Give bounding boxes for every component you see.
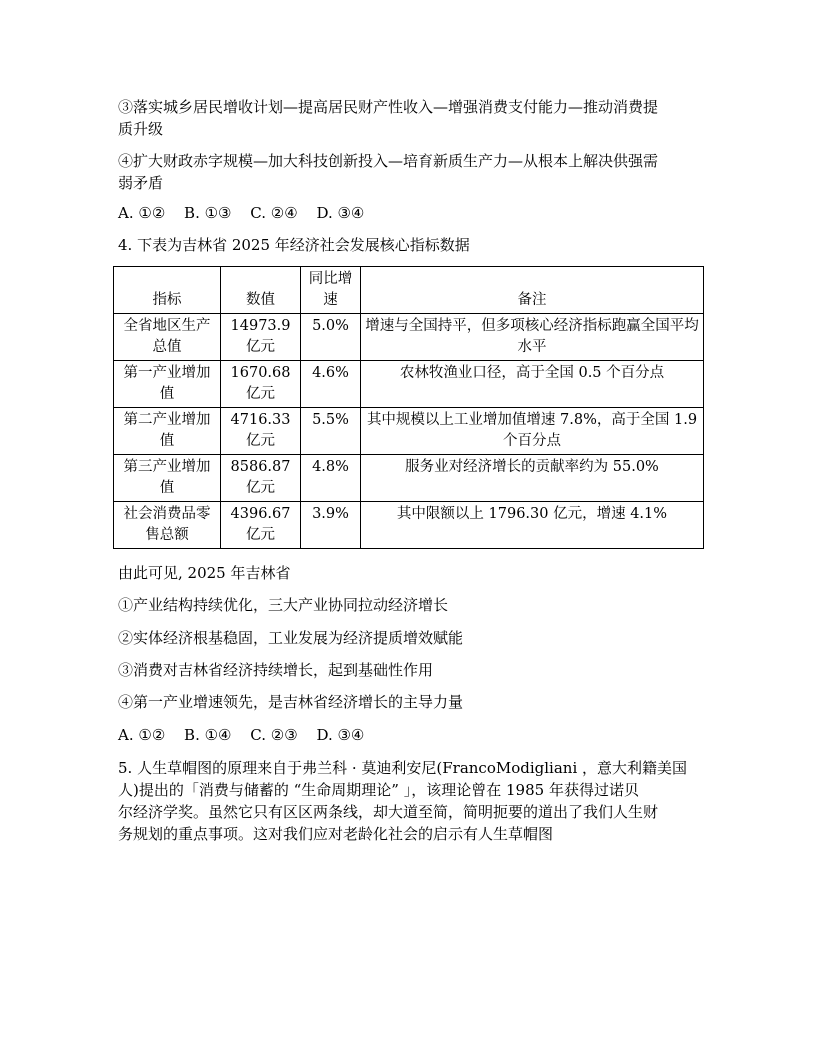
table-row xyxy=(114,502,704,549)
cell-indicator: 第二产业增加值 xyxy=(114,408,221,455)
q4-option-c[interactable]: C. ②③ xyxy=(250,726,298,744)
q4-item-1: ①产业结构持续优化，三大产业协同拉动经济增长 xyxy=(118,596,449,614)
header-indicator: 指标 xyxy=(114,267,221,314)
cell-remark: 其中限额以上 1796.30 亿元，增速 4.1% xyxy=(361,502,704,549)
table-row xyxy=(114,314,704,361)
q3-item-4-line1: ④扩大财政赤字规模—加大科技创新投入—培育新质生产力—从根本上解决供强需 xyxy=(118,152,659,170)
cell-growth: 5.0% xyxy=(301,314,361,361)
q4-lead: 由此可见, 2025 年吉林省 xyxy=(118,564,291,582)
cell-remark: 增速与全国持平，但多项核心经济指标跑赢全国平均水平 xyxy=(361,314,704,361)
q3-option-c[interactable]: C. ②④ xyxy=(250,204,298,222)
cell-growth: 3.9% xyxy=(301,502,361,549)
q5-line2: 人)提出的「消费与储蓄的 “生命周期理论” 」，该理论曾在 1985 年获得过诺贝 xyxy=(118,781,639,799)
header-remark: 备注 xyxy=(361,267,704,314)
table-row xyxy=(114,455,704,502)
cell-value: 1670.68 亿元 xyxy=(221,361,301,408)
cell-remark: 农林牧渔业口径，高于全国 0.5 个百分点 xyxy=(361,361,704,408)
table-header-row xyxy=(114,267,704,314)
q4-item-2: ②实体经济根基稳固，工业发展为经济提质增效赋能 xyxy=(118,629,464,647)
cell-indicator: 社会消费品零售总额 xyxy=(114,502,221,549)
cell-value: 14973.9 亿元 xyxy=(221,314,301,361)
cell-growth: 5.5% xyxy=(301,408,361,455)
q5-line4: 务规划的重点事项。这对我们应对老龄化社会的启示有人生草帽图 xyxy=(118,825,554,843)
header-value: 数值 xyxy=(221,267,301,314)
q5-line1: 5. 人生草帽图的原理来自于弗兰科 · 莫迪利安尼(FrancoModigliani ，意大利籍美国 xyxy=(118,759,688,777)
q3-option-d[interactable]: D. ③④ xyxy=(316,204,365,222)
table-row xyxy=(114,408,704,455)
q3-item-4-line2: 弱矛盾 xyxy=(118,174,164,192)
table-row xyxy=(114,361,704,408)
cell-indicator: 全省地区生产总值 xyxy=(114,314,221,361)
cell-remark: 服务业对经济增长的贡献率约为 55.0% xyxy=(361,455,704,502)
header-growth: 同比增速 xyxy=(301,267,361,314)
q3-option-a[interactable]: A. ①② xyxy=(118,204,166,222)
q3-options xyxy=(118,202,378,224)
indicator-table xyxy=(113,266,704,549)
q3-option-b[interactable]: B. ①③ xyxy=(184,204,232,222)
q4-options xyxy=(118,724,378,746)
cell-indicator: 第一产业增加值 xyxy=(114,361,221,408)
cell-growth: 4.6% xyxy=(301,361,361,408)
q4-option-d[interactable]: D. ③④ xyxy=(316,726,365,744)
q4-item-3: ③消费对吉林省经济持续增长，起到基础性作用 xyxy=(118,661,434,679)
q4-item-4: ④第一产业增速领先，是吉林省经济增长的主导力量 xyxy=(118,693,464,711)
cell-value: 4396.67 亿元 xyxy=(221,502,301,549)
cell-indicator: 第三产业增加值 xyxy=(114,455,221,502)
cell-value: 8586.87 亿元 xyxy=(221,455,301,502)
q5-line3: 尔经济学奖。虽然它只有区区两条线，却大道至简，简明扼要的道出了我们人生财 xyxy=(118,803,659,821)
q4-option-a[interactable]: A. ①② xyxy=(118,726,166,744)
cell-growth: 4.8% xyxy=(301,455,361,502)
cell-value: 4716.33 亿元 xyxy=(221,408,301,455)
q3-item-3-line2: 质升级 xyxy=(118,120,164,138)
q4-option-b[interactable]: B. ①④ xyxy=(184,726,232,744)
q3-item-3-line1: ③落实城乡居民增收计划—提高居民财产性收入—增强消费支付能力—推动消费提 xyxy=(118,98,659,116)
q4-stem: 4. 下表为吉林省 2025 年经济社会发展核心指标数据 xyxy=(118,236,470,254)
cell-remark: 其中规模以上工业增加值增速 7.8%，高于全国 1.9 个百分点 xyxy=(361,408,704,455)
